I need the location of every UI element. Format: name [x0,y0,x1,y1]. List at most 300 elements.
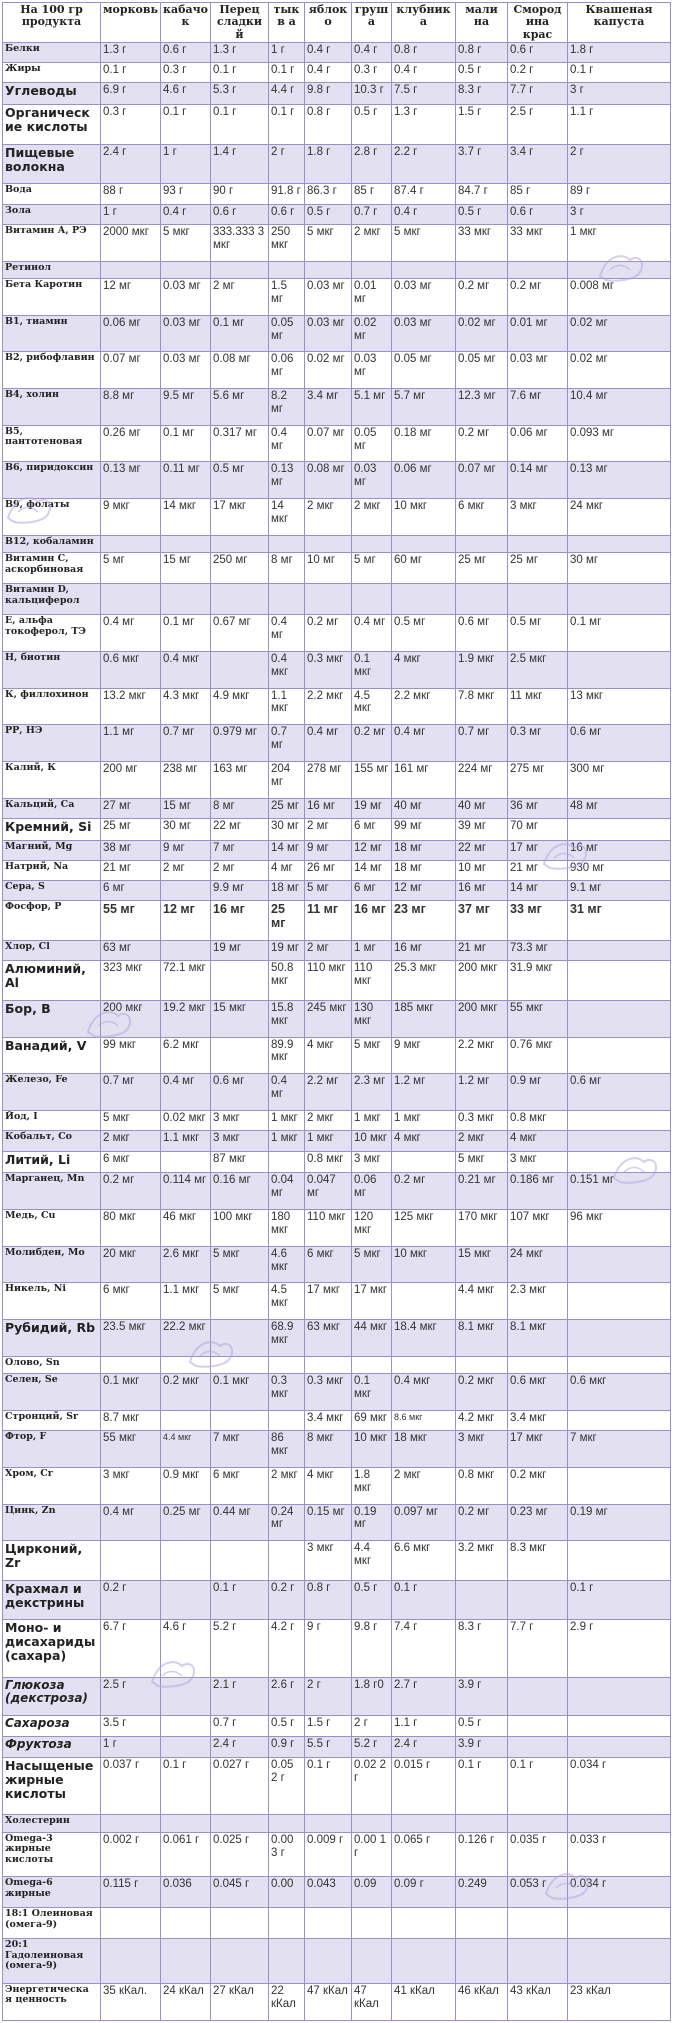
value-cell: 0.1 мкг [352,1374,392,1411]
value-cell: 0.1 мг [161,615,211,652]
value-cell: 2 мкг [305,1110,352,1130]
value-cell [161,1715,211,1736]
value-cell: 0.7 мг [456,725,508,762]
value-cell: 0.6 мг [456,615,508,652]
value-cell: 11 мкг [508,688,568,725]
value-cell: 0.1 г [305,1757,352,1814]
row-label: В12, кобаламин [3,535,101,552]
value-cell: 5 мкг [305,224,352,261]
value-cell: 9.5 мг [161,389,211,426]
value-cell: 0.1 г [161,105,211,145]
value-cell: 0.4 мг [392,725,456,762]
value-cell: 96 мкг [568,1209,671,1246]
value-cell: 8.3 г [456,1620,508,1677]
table-row [3,1467,671,1504]
value-cell [211,1939,269,1984]
value-cell: 86 мкг [269,1431,305,1468]
value-cell: 0.008 мг [568,278,671,315]
value-cell [211,651,269,688]
value-cell: 4.4 г [269,83,305,105]
value-cell [568,1467,671,1504]
value-cell [305,261,352,278]
value-cell [568,535,671,552]
value-cell: 0.01 мг [352,278,392,315]
value-cell: 8.7 мкг [101,1410,161,1430]
value-cell: 3 мкг [352,1151,392,1173]
value-cell: 0.1 мг [161,425,211,462]
value-cell: 72.1 мкг [161,961,211,1001]
value-cell: 2 мкг [269,1467,305,1504]
table-row [3,389,671,426]
value-cell [392,1908,456,1939]
value-cell: 0.115 г [101,1877,161,1908]
value-cell: 0.07 мг [456,462,508,499]
value-cell [161,1815,211,1832]
value-cell: 1.5 г [456,105,508,145]
table-header-row [3,3,671,43]
row-label: Фтор, F [3,1431,101,1468]
row-label: Энергетическа я ценность [3,1983,101,2020]
value-cell: 7.7 г [508,83,568,105]
value-cell: 4.6 г [161,83,211,105]
value-cell: 0.07 мг [101,352,161,389]
value-cell: 0.00 [269,1877,305,1908]
value-cell [352,1356,392,1373]
value-cell: 3 мкг [508,499,568,536]
row-label: Железо, Fe [3,1074,101,1111]
value-cell: 16 мг [211,901,269,941]
value-cell [456,1815,508,1832]
value-cell: 9 мг [161,840,211,860]
value-cell: 33 мкг [456,224,508,261]
row-label: В2, рибофлавин [3,352,101,389]
row-label: Селен, Se [3,1374,101,1411]
value-cell: 18.4 мкг [392,1320,456,1357]
value-cell: 8.1 мкг [456,1320,508,1357]
table-row [3,651,671,688]
value-cell [101,535,161,552]
value-cell: 16 мг [305,798,352,818]
value-cell: 0.5 мг [211,462,269,499]
value-cell: 0.2 мкг [508,1467,568,1504]
value-cell: 0.3 г [352,63,392,83]
value-cell: 0.3 мкг [269,1374,305,1411]
value-cell: 2.4 г [101,144,161,184]
value-cell: 0.1 г [508,1757,568,1814]
value-cell: 180 мкг [269,1209,305,1246]
value-cell: 5 мг [305,881,352,901]
value-cell: 18 мг [392,840,456,860]
value-cell: 89 г [568,184,671,204]
value-cell [161,881,211,901]
row-label: Фруктоза [3,1736,101,1757]
value-cell [568,261,671,278]
value-cell: 3.4 мкг [305,1410,352,1430]
value-cell: 0.03 мг [352,462,392,499]
value-cell: 2000 мкг [101,224,161,261]
value-cell [161,1580,211,1620]
value-cell: 0.8 г [456,42,508,62]
value-cell: 333.333 3 мкг [211,224,269,261]
value-cell: 8.3 г [456,83,508,105]
value-cell: 16 мг [352,901,392,941]
value-cell [456,1580,508,1620]
value-cell: 1 мкг [352,1110,392,1130]
value-cell: 0.5 г [305,204,352,224]
value-cell: 88 г [101,184,161,204]
value-cell: 0.8 мкг [456,1467,508,1504]
value-cell [305,535,352,552]
table-row [3,584,671,615]
value-cell [568,1815,671,1832]
value-cell: 6.6 мкг [392,1541,456,1581]
value-cell: 73.3 мг [508,941,568,961]
value-cell: 5 мг [352,553,392,584]
value-cell: 0.14 мг [508,462,568,499]
value-cell [568,1677,671,1715]
value-cell [508,1715,568,1736]
value-cell: 0.009 г [305,1832,352,1877]
value-cell: 3.4 мкг [508,1410,568,1430]
value-cell [508,1815,568,1832]
value-cell: 9 мг [305,840,352,860]
value-cell: 4 мкг [392,1131,456,1151]
value-cell: 63 мг [101,941,161,961]
value-cell: 0.4 мг [161,1074,211,1111]
value-cell [161,1736,211,1757]
header-product: Квашеная капуста [568,3,671,43]
value-cell [161,1410,211,1430]
table-row [3,761,671,798]
value-cell: 38 мг [101,840,161,860]
value-cell: 0.6 мкг [568,1374,671,1411]
value-cell: 0.1 г [211,105,269,145]
value-cell: 6 мкг [305,1246,352,1283]
value-cell: 0.7 мг [161,725,211,762]
value-cell [568,1037,671,1074]
row-label: Вода [3,184,101,204]
table-row [3,1209,671,1246]
value-cell: 0.19 мг [568,1504,671,1541]
value-cell: 36 мг [508,798,568,818]
value-cell: 107 мкг [508,1209,568,1246]
value-cell [269,1410,305,1430]
value-cell: 0.00 1 г [352,1832,392,1877]
value-cell [508,1939,568,1984]
value-cell: 0.4 г [161,204,211,224]
value-cell [456,1908,508,1939]
value-cell: 275 мг [508,761,568,798]
value-cell: 110 мкг [305,961,352,1001]
value-cell: 19.2 мкг [161,1000,211,1037]
value-cell: 0.8 г [305,1580,352,1620]
value-cell: 10.4 мг [568,389,671,426]
value-cell: 0.6 г [211,204,269,224]
value-cell: 6 мг [352,881,392,901]
value-cell: 2 г [305,1677,352,1715]
value-cell: 200 мкг [456,1000,508,1037]
value-cell [568,651,671,688]
value-cell: 0.09 [352,1877,392,1908]
value-cell: 1 г [269,42,305,62]
value-cell [161,1356,211,1373]
value-cell: 0.9 мг [508,1074,568,1111]
value-cell: 22 мг [456,840,508,860]
value-cell: 0.2 мг [456,278,508,315]
value-cell [568,1908,671,1939]
value-cell: 0.06 мг [269,352,305,389]
value-cell: 2 мкг [352,499,392,536]
value-cell: 0.6 г [161,42,211,62]
value-cell: 0.2 мг [305,615,352,652]
value-cell: 1 г [101,1736,161,1757]
value-cell: 4.6 г [161,1620,211,1677]
table-row [3,818,671,840]
value-cell: 0.035 г [508,1832,568,1877]
table-row [3,1504,671,1541]
header-product: кабачо к [161,3,211,43]
value-cell [269,1939,305,1984]
value-cell: 19 мг [352,798,392,818]
header-product: Смород ина крас [508,3,568,43]
value-cell: 23 мг [392,901,456,941]
value-cell: 6 мкг [101,1151,161,1173]
value-cell: 0.5 г [352,105,392,145]
value-cell: 10 мкг [352,1431,392,1468]
value-cell [568,818,671,840]
value-cell: 0.3 мкг [456,1110,508,1130]
value-cell [508,1908,568,1939]
value-cell: 0.00 3 г [269,1832,305,1877]
value-cell: 0.02 мг [352,315,392,352]
value-cell: 85 г [352,184,392,204]
value-cell: 6 мг [352,818,392,840]
value-cell: 14 мг [508,881,568,901]
value-cell [211,1815,269,1832]
value-cell: 5.1 мг [352,389,392,426]
value-cell: 1.1 г [392,1715,456,1736]
row-label: Кобальт, Со [3,1131,101,1151]
value-cell [161,261,211,278]
value-cell: 63 мкг [305,1320,352,1357]
row-label: Ванадий, V [3,1037,101,1074]
value-cell: 0.05 мг [269,315,305,352]
value-cell: 0.06 мг [101,315,161,352]
table-row [3,425,671,462]
value-cell: 99 мкг [101,1037,161,1074]
row-label: Фосфор, Р [3,901,101,941]
value-cell: 22.2 мкг [161,1320,211,1357]
value-cell: 0.097 мг [392,1504,456,1541]
value-cell: 300 мг [568,761,671,798]
value-cell: 5.7 мг [392,389,456,426]
value-cell: 0.03 мг [508,352,568,389]
value-cell: 0.2 мг [508,278,568,315]
value-cell: 0.44 мг [211,1504,269,1541]
value-cell: 0.061 г [161,1832,211,1877]
value-cell: 0.03 мг [305,278,352,315]
value-cell: 1.9 мкг [456,651,508,688]
value-cell: 24 мкг [568,499,671,536]
row-label: Медь, Cu [3,1209,101,1246]
value-cell: 9 мкг [392,1037,456,1074]
value-cell: 185 мкг [392,1000,456,1037]
value-cell: 6 мг [101,881,161,901]
row-label: Цирконий, Zr [3,1541,101,1581]
value-cell: 2 г [568,144,671,184]
value-cell: 7.6 мг [508,389,568,426]
value-cell [392,535,456,552]
value-cell: 13.2 мкг [101,688,161,725]
value-cell: 0.5 г [456,63,508,83]
value-cell: 6.7 г [101,1620,161,1677]
value-cell: 0.2 мг [101,1173,161,1210]
table-row [3,1877,671,1908]
value-cell: 10 мг [305,553,352,584]
value-cell: 2.6 г [269,1677,305,1715]
value-cell: 0.025 г [211,1832,269,1877]
value-cell: 0.18 мг [392,425,456,462]
value-cell [101,584,161,615]
value-cell: 69 мкг [352,1410,392,1430]
value-cell: 43 кКал [508,1983,568,2020]
table-row [3,1037,671,1074]
value-cell: 10.3 г [352,83,392,105]
value-cell: 0.08 мг [305,462,352,499]
value-cell: 0.5 мг [508,615,568,652]
value-cell: 0.06 мг [352,1173,392,1210]
value-cell [101,1939,161,1984]
value-cell [101,261,161,278]
value-cell: 70 мг [508,818,568,840]
value-cell: 18 мг [392,860,456,880]
value-cell [456,535,508,552]
value-cell: 16 мг [568,840,671,860]
row-label: Органическ ие кислоты [3,105,101,145]
value-cell [392,261,456,278]
header-product: тыкв а [269,3,305,43]
value-cell: 0.02 мг [456,315,508,352]
table-row [3,1374,671,1411]
value-cell: 19 мг [211,941,269,961]
table-row [3,1677,671,1715]
value-cell: 5.2 г [211,1620,269,1677]
value-cell: 0.05 мг [456,352,508,389]
value-cell: 2.3 мкг [508,1283,568,1320]
value-cell: 0.6 г [269,204,305,224]
value-cell [269,1908,305,1939]
value-cell: 5.5 г [305,1736,352,1757]
row-label: Йод, I [3,1110,101,1130]
row-label: Цинк, Zn [3,1504,101,1541]
table-row [3,1983,671,2020]
value-cell: 2.4 г [392,1736,456,1757]
table-row [3,63,671,83]
value-cell: 0.11 мг [161,462,211,499]
value-cell [392,1356,456,1373]
value-cell: 2 мг [211,278,269,315]
value-cell: 0.1 г [456,1757,508,1814]
value-cell: 3 мкг [211,1110,269,1130]
row-label: В5, пантотеновая [3,425,101,462]
value-cell: 0.13 мг [568,462,671,499]
value-cell: 0.1 г [269,105,305,145]
value-cell: 170 мкг [456,1209,508,1246]
value-cell: 12 мг [352,840,392,860]
row-label: Глюкоза (декстроза) [3,1677,101,1715]
row-label: Бета Каротин [3,278,101,315]
value-cell: 0.7 мг [269,725,305,762]
value-cell: 7.5 г [392,83,456,105]
row-label: Моно- и дисахариды (сахара) [3,1620,101,1677]
value-cell [161,584,211,615]
value-cell: 44 мкг [352,1320,392,1357]
value-cell: 0.2 мг [456,425,508,462]
row-label: К, филлохинон [3,688,101,725]
header-product: морковь [101,3,161,43]
value-cell: 0.8 г [305,105,352,145]
value-cell: 3 г [568,83,671,105]
table-row [3,1908,671,1939]
value-cell: 323 мкг [101,961,161,1001]
value-cell: 4 мкг [305,1467,352,1504]
value-cell [211,1541,269,1581]
value-cell [568,1320,671,1357]
table-row [3,1356,671,1373]
row-label: Молибден, Мо [3,1246,101,1283]
value-cell: 0.3 г [161,63,211,83]
table-row [3,278,671,315]
value-cell: 204 мг [269,761,305,798]
row-label: Витамин С, аскорбиновая [3,553,101,584]
value-cell [352,584,392,615]
value-cell: 2 мкг [352,224,392,261]
row-label: Стронций, Sr [3,1410,101,1430]
value-cell: 3.5 г [101,1715,161,1736]
value-cell [269,1541,305,1581]
value-cell [392,1151,456,1173]
value-cell: 2.6 мкг [161,1246,211,1283]
value-cell: 5.2 г [352,1736,392,1757]
value-cell: 0.5 г [456,204,508,224]
table-row [3,1620,671,1677]
value-cell: 5 мкг [456,1151,508,1173]
value-cell: 161 мг [392,761,456,798]
value-cell: 5 мкг [392,224,456,261]
header-product: Перец сладкий [211,3,269,43]
value-cell: 2.5 мкг [508,651,568,688]
value-cell: 5 мкг [352,1037,392,1074]
value-cell: 0.2 г [101,1580,161,1620]
value-cell: 0.1 г [568,63,671,83]
table-body [3,42,671,2020]
value-cell: 55 мкг [101,1431,161,1468]
value-cell: 18 мг [269,881,305,901]
value-cell: 8 мг [211,798,269,818]
value-cell: 1 мкг [269,1110,305,1130]
value-cell [352,1908,392,1939]
value-cell [568,1939,671,1984]
value-cell: 25 мг [101,818,161,840]
value-cell: 0.6 г [508,42,568,62]
value-cell: 0.4 мг [101,615,161,652]
value-cell: 0.76 мкг [508,1037,568,1074]
value-cell: 125 мкг [392,1209,456,1246]
value-cell: 5.6 мг [211,389,269,426]
value-cell: 0.4 мг [352,615,392,652]
table-row [3,1939,671,1984]
value-cell: 0.02 мкг [161,1110,211,1130]
